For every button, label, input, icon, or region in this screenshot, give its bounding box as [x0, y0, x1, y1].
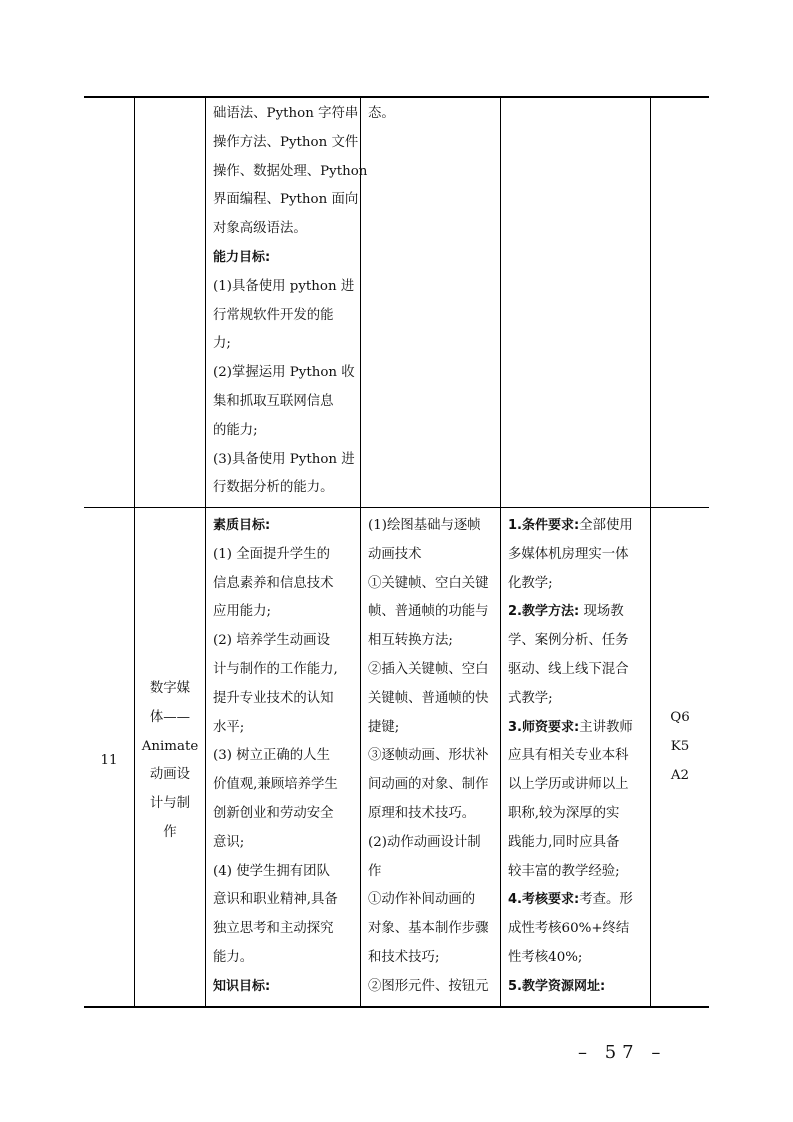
- column-divider: [500, 96, 501, 1007]
- text-line: (1)绘图基础与逐帧: [368, 518, 481, 533]
- text-line: ①关键帧、空白关键: [368, 575, 489, 591]
- text-line: 对象、基本制作步骤: [368, 921, 489, 937]
- text-line: 操作、数据处理、Python: [213, 163, 368, 179]
- requirement-line: [508, 570, 633, 599]
- text-line: (3) 树立正确的人生: [213, 748, 330, 764]
- course-name-line: 动画设: [149, 767, 191, 783]
- requirement-line: [508, 656, 633, 685]
- requirement-text: 主讲教师: [579, 719, 633, 735]
- text-line: (4) 使学生拥有团队: [213, 863, 330, 879]
- section-heading: 素质目标:: [213, 518, 271, 533]
- text-line: 水平;: [213, 719, 245, 735]
- text-line: 作: [368, 863, 382, 879]
- course-name-line: Animate: [141, 738, 199, 754]
- text-line: (1) 全面提升学生的: [213, 546, 330, 562]
- course-name-cell: [135, 675, 205, 848]
- requirement-text: 成性考核60%+终结: [508, 921, 630, 937]
- text-line: 态。: [368, 106, 395, 121]
- requirement-text: 考查。形: [579, 892, 633, 908]
- text-line: (2) 培养学生动画设: [213, 633, 330, 649]
- text-line: 动画技术: [368, 546, 422, 562]
- text-line: 能力。: [213, 949, 254, 965]
- text-line: 相互转换方法;: [368, 633, 453, 649]
- text-line: 帧、普通帧的功能与: [368, 604, 489, 620]
- competency-code: A2: [670, 767, 690, 783]
- requirement-text: 化教学;: [508, 575, 553, 591]
- text-line: 关键帧、普通帧的快: [368, 690, 489, 706]
- requirement-line: [508, 685, 633, 714]
- requirement-heading: 3.师资要求:: [508, 719, 580, 735]
- text-line: ③逐帧动画、形状补: [368, 748, 489, 764]
- requirement-line: [508, 541, 633, 570]
- column-divider: [205, 96, 206, 1007]
- text-line: 意识和职业精神,具备: [213, 892, 338, 908]
- section-heading: 知识目标:: [213, 978, 271, 994]
- requirement-line: [508, 742, 633, 771]
- column-divider: [650, 96, 651, 1007]
- text-line: 间动画的对象、制作: [368, 777, 489, 793]
- competency-code: K5: [670, 738, 690, 754]
- requirement-line: [508, 512, 633, 541]
- text-line: 创新创业和劳动安全: [213, 805, 334, 821]
- text-line: (2)动作动画设计制: [368, 834, 481, 850]
- requirement-heading: 5.教学资源网址:: [508, 978, 606, 994]
- text-line: (1)具备使用 python 进: [213, 278, 355, 294]
- text-line: (2)掌握运用 Python 收: [213, 365, 355, 381]
- course-content-cell: [368, 512, 489, 1002]
- requirement-line: [508, 714, 633, 743]
- text-line: 对象高级语法。: [213, 221, 307, 237]
- text-line: 行常规软件开发的能: [213, 307, 334, 323]
- text-line: 提升专业技术的认知: [213, 690, 334, 706]
- prev-row-goals-cell: [213, 100, 367, 503]
- requirement-line: [508, 915, 633, 944]
- requirement-text: 多媒体机房理实一体: [508, 546, 629, 562]
- section-heading: 能力目标:: [213, 249, 271, 265]
- text-line: 计与制作的工作能力,: [213, 661, 338, 677]
- requirement-line: [508, 944, 633, 973]
- requirement-line: [508, 800, 633, 829]
- requirement-text: 全部使用: [579, 518, 633, 533]
- requirement-line: [508, 598, 633, 627]
- text-line: 的能力;: [213, 422, 258, 438]
- requirement-line: [508, 627, 633, 656]
- text-line: 界面编程、Python 面向: [213, 192, 359, 208]
- requirement-text: 学、案例分析、任务: [508, 633, 629, 649]
- requirement-heading: 1.条件要求:: [508, 518, 580, 533]
- text-line: 捷键;: [368, 719, 400, 735]
- text-line: 力;: [213, 336, 231, 352]
- table-bottom-border: [84, 1006, 709, 1008]
- requirement-line: [508, 886, 633, 915]
- requirement-text: 较丰富的教学经验;: [508, 863, 620, 879]
- text-line: 和技术技巧;: [368, 949, 440, 965]
- requirement-text: 以上学历或讲师以上: [508, 777, 629, 793]
- text-line: 原理和技术技巧。: [368, 805, 476, 821]
- text-line: ②图形元件、按钮元: [368, 978, 489, 994]
- course-goals-cell: [213, 512, 338, 1002]
- row-divider: [84, 507, 709, 508]
- text-line: ②插入关键帧、空白: [368, 661, 489, 677]
- text-line: 意识;: [213, 834, 245, 850]
- requirement-line: [508, 829, 633, 858]
- text-line: 独立思考和主动探究: [213, 921, 334, 937]
- text-line: 信息素养和信息技术: [213, 575, 334, 591]
- text-line: (3)具备使用 Python 进: [213, 451, 355, 467]
- requirement-text: 驱动、线上线下混合: [508, 661, 629, 677]
- requirement-text: 现场教: [579, 604, 624, 620]
- requirement-heading: 4.考核要求:: [508, 892, 580, 908]
- text-line: 应用能力;: [213, 604, 272, 620]
- requirement-text: 式教学;: [508, 690, 553, 706]
- requirement-text: 践能力,同时应具备: [508, 834, 620, 850]
- text-line: 础语法、Python 字符串: [213, 106, 359, 121]
- requirement-text: 性考核40%;: [508, 949, 583, 965]
- course-name-line: 体——: [149, 709, 191, 725]
- row-number: 11: [100, 753, 118, 768]
- course-name-line: 作: [163, 824, 177, 840]
- column-divider: [134, 96, 135, 1007]
- prev-row-content-cell: [368, 100, 395, 129]
- course-name-line: 数字媒: [149, 681, 191, 696]
- text-line: 集和抓取互联网信息: [213, 393, 334, 409]
- requirement-heading: 2.教学方法:: [508, 604, 580, 620]
- table-top-border: [84, 96, 709, 98]
- requirement-line: [508, 858, 633, 887]
- course-name-line: 计与制: [149, 796, 191, 812]
- page-number: – 57 –: [578, 1042, 667, 1063]
- text-line: 行数据分析的能力。: [213, 480, 334, 496]
- text-line: 操作方法、Python 文件: [213, 134, 359, 150]
- competency-codes-cell: [651, 704, 709, 790]
- text-line: ①动作补间动画的: [368, 892, 476, 908]
- requirement-text: 职称,较为深厚的实: [508, 805, 620, 821]
- requirement-line: [508, 771, 633, 800]
- text-line: 价值观,兼顾培养学生: [213, 777, 338, 793]
- requirement-line: [508, 973, 633, 1002]
- teaching-requirements-cell: [508, 512, 633, 1002]
- competency-code: Q6: [670, 710, 690, 725]
- requirement-text: 应具有相关专业本科: [508, 748, 629, 764]
